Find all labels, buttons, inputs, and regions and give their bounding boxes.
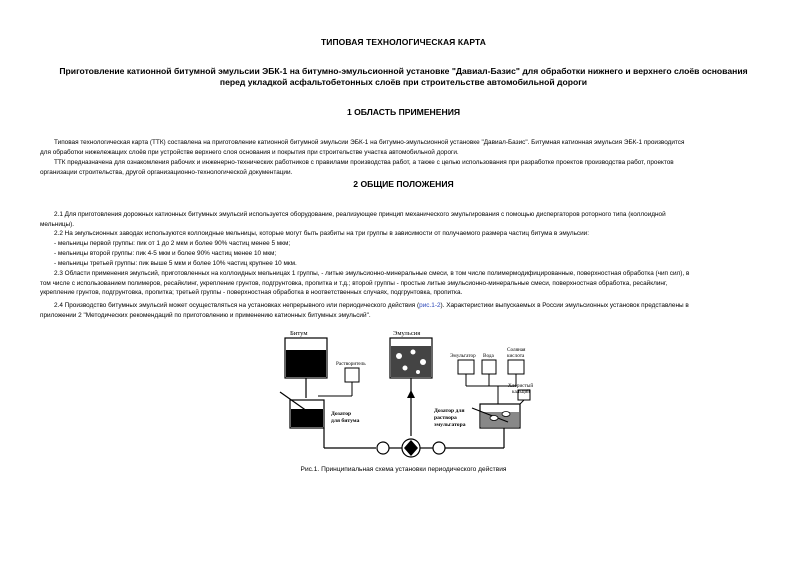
document-subtitle [40,66,767,88]
label-acid-2: кислота [507,353,525,359]
p2-line-2: организации строительства, другой организационно-технологической документации. [40,168,293,176]
p24-before: 2.4 Производство битумных эмульсий может осуществляться на установках непрерывного или периодического действия ( [54,302,420,309]
p23-line-1: 2.3 Области применения эмульсий, приготовленных на коллоидных мельницах 1 группы, - литые эмульсионно-минеральные смеси, в том числе полимермодифицированные, поверхностная обработка (чип сил), в [54,270,690,277]
label-doser-solution-1: Дозатор для [434,408,465,414]
subtitle-line-2: перед укладкой асфальтобетонных слоёв при строительстве автомобильной дороги [219,77,588,87]
list-item: - мельницы второй группы: пик 4-5 мкм и более 90% частиц менее 10 мкм; [54,250,277,257]
p24-after: ). Характеристики выпускаемых в России эмульсионных установок представлены в [440,302,689,309]
subtitle-line-1: Приготовление катионной битумной эмульсии ЭБК-1 на битумно-эмульсионной установке "Давиал-Базис" для обработки нижнего и верхнего слоёв основания [59,66,748,76]
process-diagram [258,324,558,464]
label-chloride-1: Хлористый [508,383,534,389]
paragraph-2-3 [40,269,771,298]
paragraph-2-1 [40,210,771,229]
label-doser-solution-2: раствора [434,415,457,421]
list-item: - мельницы третьей группы: пик выше 5 мкм и более 10% частиц крупнее 10 мкм. [54,260,297,267]
paragraph-2-2 [40,229,771,239]
paragraph-2-4 [40,301,771,320]
list-item: - мельницы первой группы: пик от 1 до 2 мкм и более 90% частиц менее 5 мкм; [54,240,291,247]
emulsion-tank [390,338,432,436]
section-1-paragraph-2 [40,158,771,177]
section-2-heading: 2 ОБЩИЕ ПОЛОЖЕНИЯ [353,179,454,189]
label-doser-solution-3: эмульгатора [434,422,466,428]
figure-link[interactable]: рис.1-2 [419,302,441,309]
section-1-heading: 1 ОБЛАСТЬ ПРИМЕНЕНИЯ [346,107,461,117]
p1-line-1: Типовая технологическая карта (ТТК) составлена на приготовление катионной битумной эмульсии ЭБК-1 на битумно-эмульсионной установке "Давиал-Базис". Битумная катионная эмульсия ЭБК-1 производится [54,139,685,146]
section-1-paragraph-1 [40,138,771,157]
p2-line-1: ТТК предназначена для ознакомления рабочих и инженерно-технических работников с правилами производства работ, а также с целью использования при разработке проектов производства работ, проектов [54,159,674,166]
label-bitum: Битум [290,330,308,337]
p23-line-3: укрепление грунтов, подгрунтовка, пропитка; третьей группы - поверхностная обработка в ноответственных случаях, подгрунтовка, пропитка. [40,289,463,297]
label-acid-1: Соляная [507,347,526,353]
pump-mill-line [377,428,504,457]
p21-line-1: 2.1 Для приготовления дорожных катионных битумных эмульсий используется оборудование, реализующее принцип механического эмульгирования с помощью диспергаторов роторного типа (коллоидной [54,211,666,218]
label-emulsion: Эмульсия [393,330,421,337]
bitumen-tank [285,338,327,398]
p1-line-2: для обработки нижележащих слоёв при устройстве верхнего слоя основания и покрытия при строительстве участка автомобильной дороги. [40,148,459,156]
label-water: Вода [483,353,494,359]
label-chloride-2: кальций [512,389,531,395]
label-solvent: Растворитель [336,361,366,367]
label-doser-bitum-1: Дозатор [331,411,352,417]
p22-text: 2.2 На эмульсионных заводах используются коллоидные мельницы, которые могут быть разбиты на три группы в зависимости от получаемого размера частиц битума в эмульсии: [54,230,590,237]
p21-line-2: мельницы). [40,220,75,228]
document-title: ТИПОВАЯ ТЕХНОЛОГИЧЕСКАЯ КАРТА [320,37,487,47]
bitumen-doser [280,392,376,448]
label-emulsifier: Эмульгатор [450,353,476,359]
emulsifier-solution-doser [472,404,520,428]
label-doser-bitum-2: для битума [331,418,360,424]
figure-caption: Рис.1. Принципиальная схема установки периодического действия [300,466,507,473]
p24-line-2: приложении 2 "Методических рекомендаций по приготовлению и применению катионных битумных эмульсий". [40,311,371,319]
p23-line-2: том числе с использованием полимеров, ресайклинг, укрепление грунтов, подгрунтовка, пропитка и т.д.; второй группы - простые литые эмульсионно-минеральные смеси, поверхностная обработка, ресайклинг, [40,279,668,287]
